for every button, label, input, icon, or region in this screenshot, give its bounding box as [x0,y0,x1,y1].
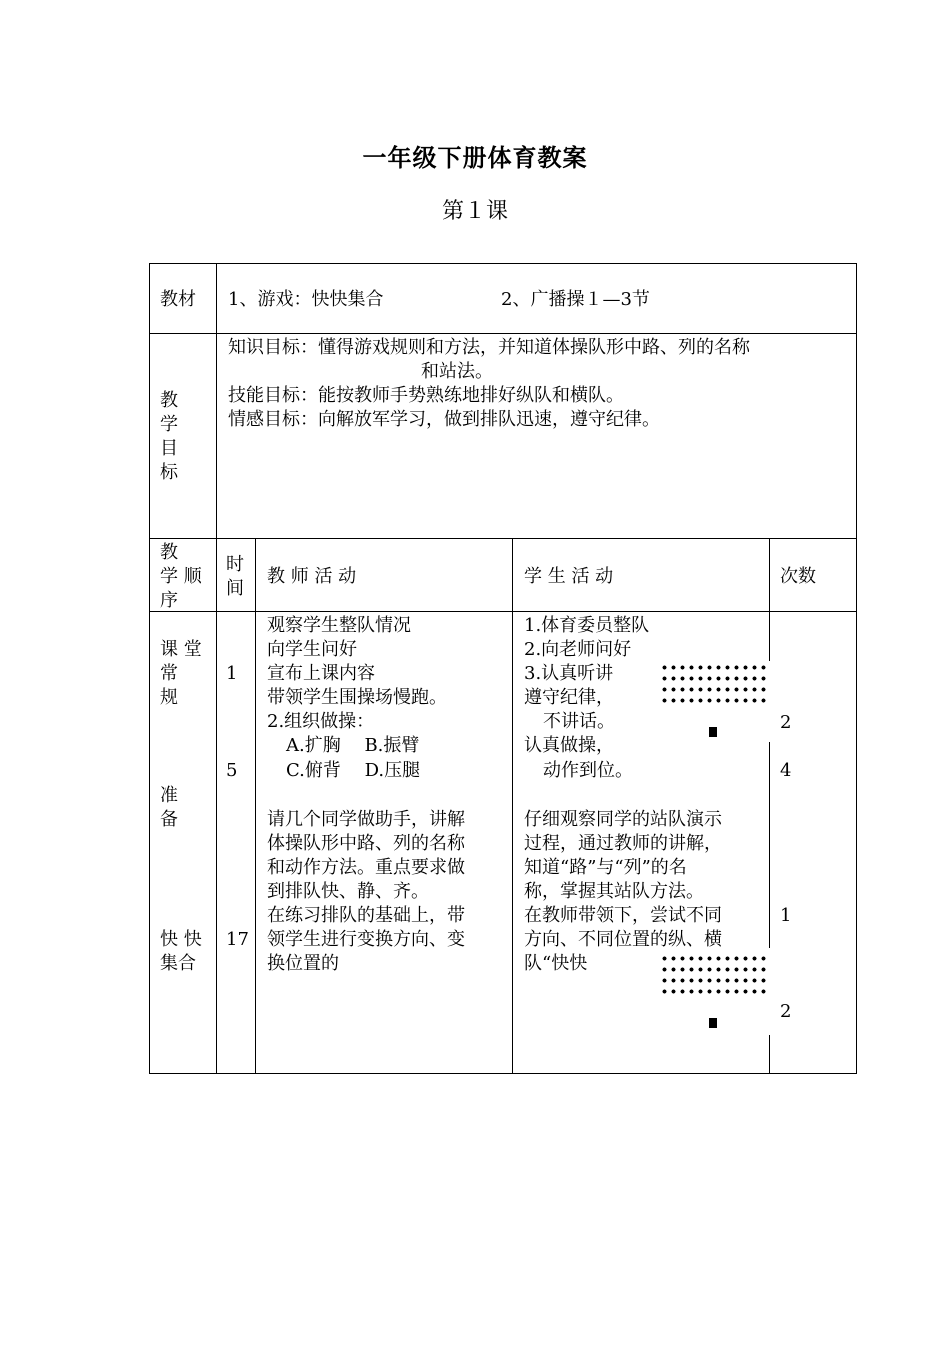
student-activity-line: 2.向老师问好 [524,639,632,660]
student-activity-line: 知道“路”与“列”的名 [524,857,687,878]
teacher-activity-line: 请几个同学做助手，讲解 [267,809,465,830]
table-col-divider [769,538,770,611]
student-activity-line: 动作到位。 [543,760,633,781]
objective-knowledge-cont: 和站法。 [421,361,493,382]
header-order-l2: 学 顺 [160,566,202,587]
teacher-activity-line: 到排队快、静、齐。 [267,881,429,902]
teacher-activity-line: 带领学生围操场慢跑。 [267,687,447,708]
objective-knowledge: 知识目标：懂得游戏规则和方法，并知道体操队形中路、列的名称 [228,337,750,358]
teacher-activity-line: 在练习排队的基础上，带 [267,905,465,926]
formation-diagram-students [660,662,766,706]
objectives-label-char: 学 [160,414,178,435]
material-item-exercise: 2、广播操１—3节 [501,289,650,310]
table-col-divider [769,742,770,948]
objective-emotion: 情感目标：向解放军学习，做到排队迅速，遵守纪律。 [228,409,660,430]
section-prep-l2: 备 [160,809,178,830]
student-activity-line: 遵守纪律， [524,687,614,708]
lesson-number: 第１课 [441,199,508,224]
student-activity-line: 过程，通过教师的讲解， [524,833,722,854]
teacher-activity-line: 2.组织做操： [267,711,375,732]
teacher-activity-line: C.俯背 D.压腿 [286,760,421,781]
student-activity-line: 称，掌握其站队方法。 [524,881,704,902]
objectives-label [160,389,180,485]
student-activity-line: 1.体育委员整队 [524,615,650,636]
student-activity-line: 在教师带领下，尝试不同 [524,905,722,926]
header-student-activity: 学 生 活 动 [524,566,614,587]
teacher-activity-line: 体操队形中路、列的名称 [267,833,465,854]
teacher-activity-line: 领学生进行变换方向、变 [267,929,465,950]
material-label: 教材 [160,289,196,310]
student-activity-line: 认真做操， [524,735,614,756]
count-value: 2 [780,1001,792,1022]
header-order-l1: 教 [160,542,178,563]
objective-skill: 技能目标：能按教师手势熟练地排好纵队和横队。 [228,385,624,406]
table-col-divider [216,263,217,1073]
table-row-divider [149,333,856,334]
student-activity-line: 3.认真听讲 [524,663,614,684]
teacher-activity-line: 观察学生整队情况 [267,615,411,636]
header-order-l3: 序 [160,590,178,611]
student-activity-line: 仔细观察同学的站队演示 [524,809,722,830]
student-activity-line: 不讲话。 [543,711,615,732]
count-value: 1 [780,905,792,926]
material-item-game: 1、游戏：快快集合 [228,289,384,310]
section-game-l1: 快 快 [160,929,202,950]
objectives-label-char: 教 [160,390,178,411]
table-col-divider [769,611,770,661]
time-value: 17 [226,929,249,950]
header-count: 次数 [780,566,816,587]
teacher-activity-line: 换位置的 [267,953,339,974]
document-title: 一年级下册体育教案 [362,144,588,172]
student-activity-line: 方向、不同位置的纵、横 [524,929,722,950]
teacher-activity-line: 向学生问好 [267,639,357,660]
section-game-l2: 集合 [160,953,196,974]
table-col-divider [769,1035,770,1073]
teacher-activity-line: 宣布上课内容 [267,663,375,684]
teacher-activity-line: 和动作方法。重点要求做 [267,857,465,878]
formation-teacher-marker [709,727,717,737]
section-prep-l1: 准 [160,785,178,806]
formation-teacher-marker [709,1018,717,1028]
section-routine-l1: 课 堂 [160,639,202,660]
formation-diagram-students [660,953,766,997]
count-value: 4 [780,760,792,781]
header-time-l1: 时 [226,554,244,575]
table-col-divider [512,538,513,1073]
student-activity-line: 队“快快 [524,953,588,974]
table-col-divider [255,538,256,1073]
teacher-activity-line: A.扩胸 B.振臂 [286,735,420,756]
time-value: 1 [226,663,238,684]
header-time-l2: 间 [226,578,244,599]
time-value: 5 [226,760,238,781]
count-value: 2 [780,712,792,733]
section-routine-l2: 常 [160,663,178,684]
objectives-label-char: 目 [160,438,178,459]
objectives-label-char: 标 [160,462,178,483]
section-routine-l3: 规 [160,687,178,708]
header-teacher-activity: 教 师 活 动 [267,566,357,587]
